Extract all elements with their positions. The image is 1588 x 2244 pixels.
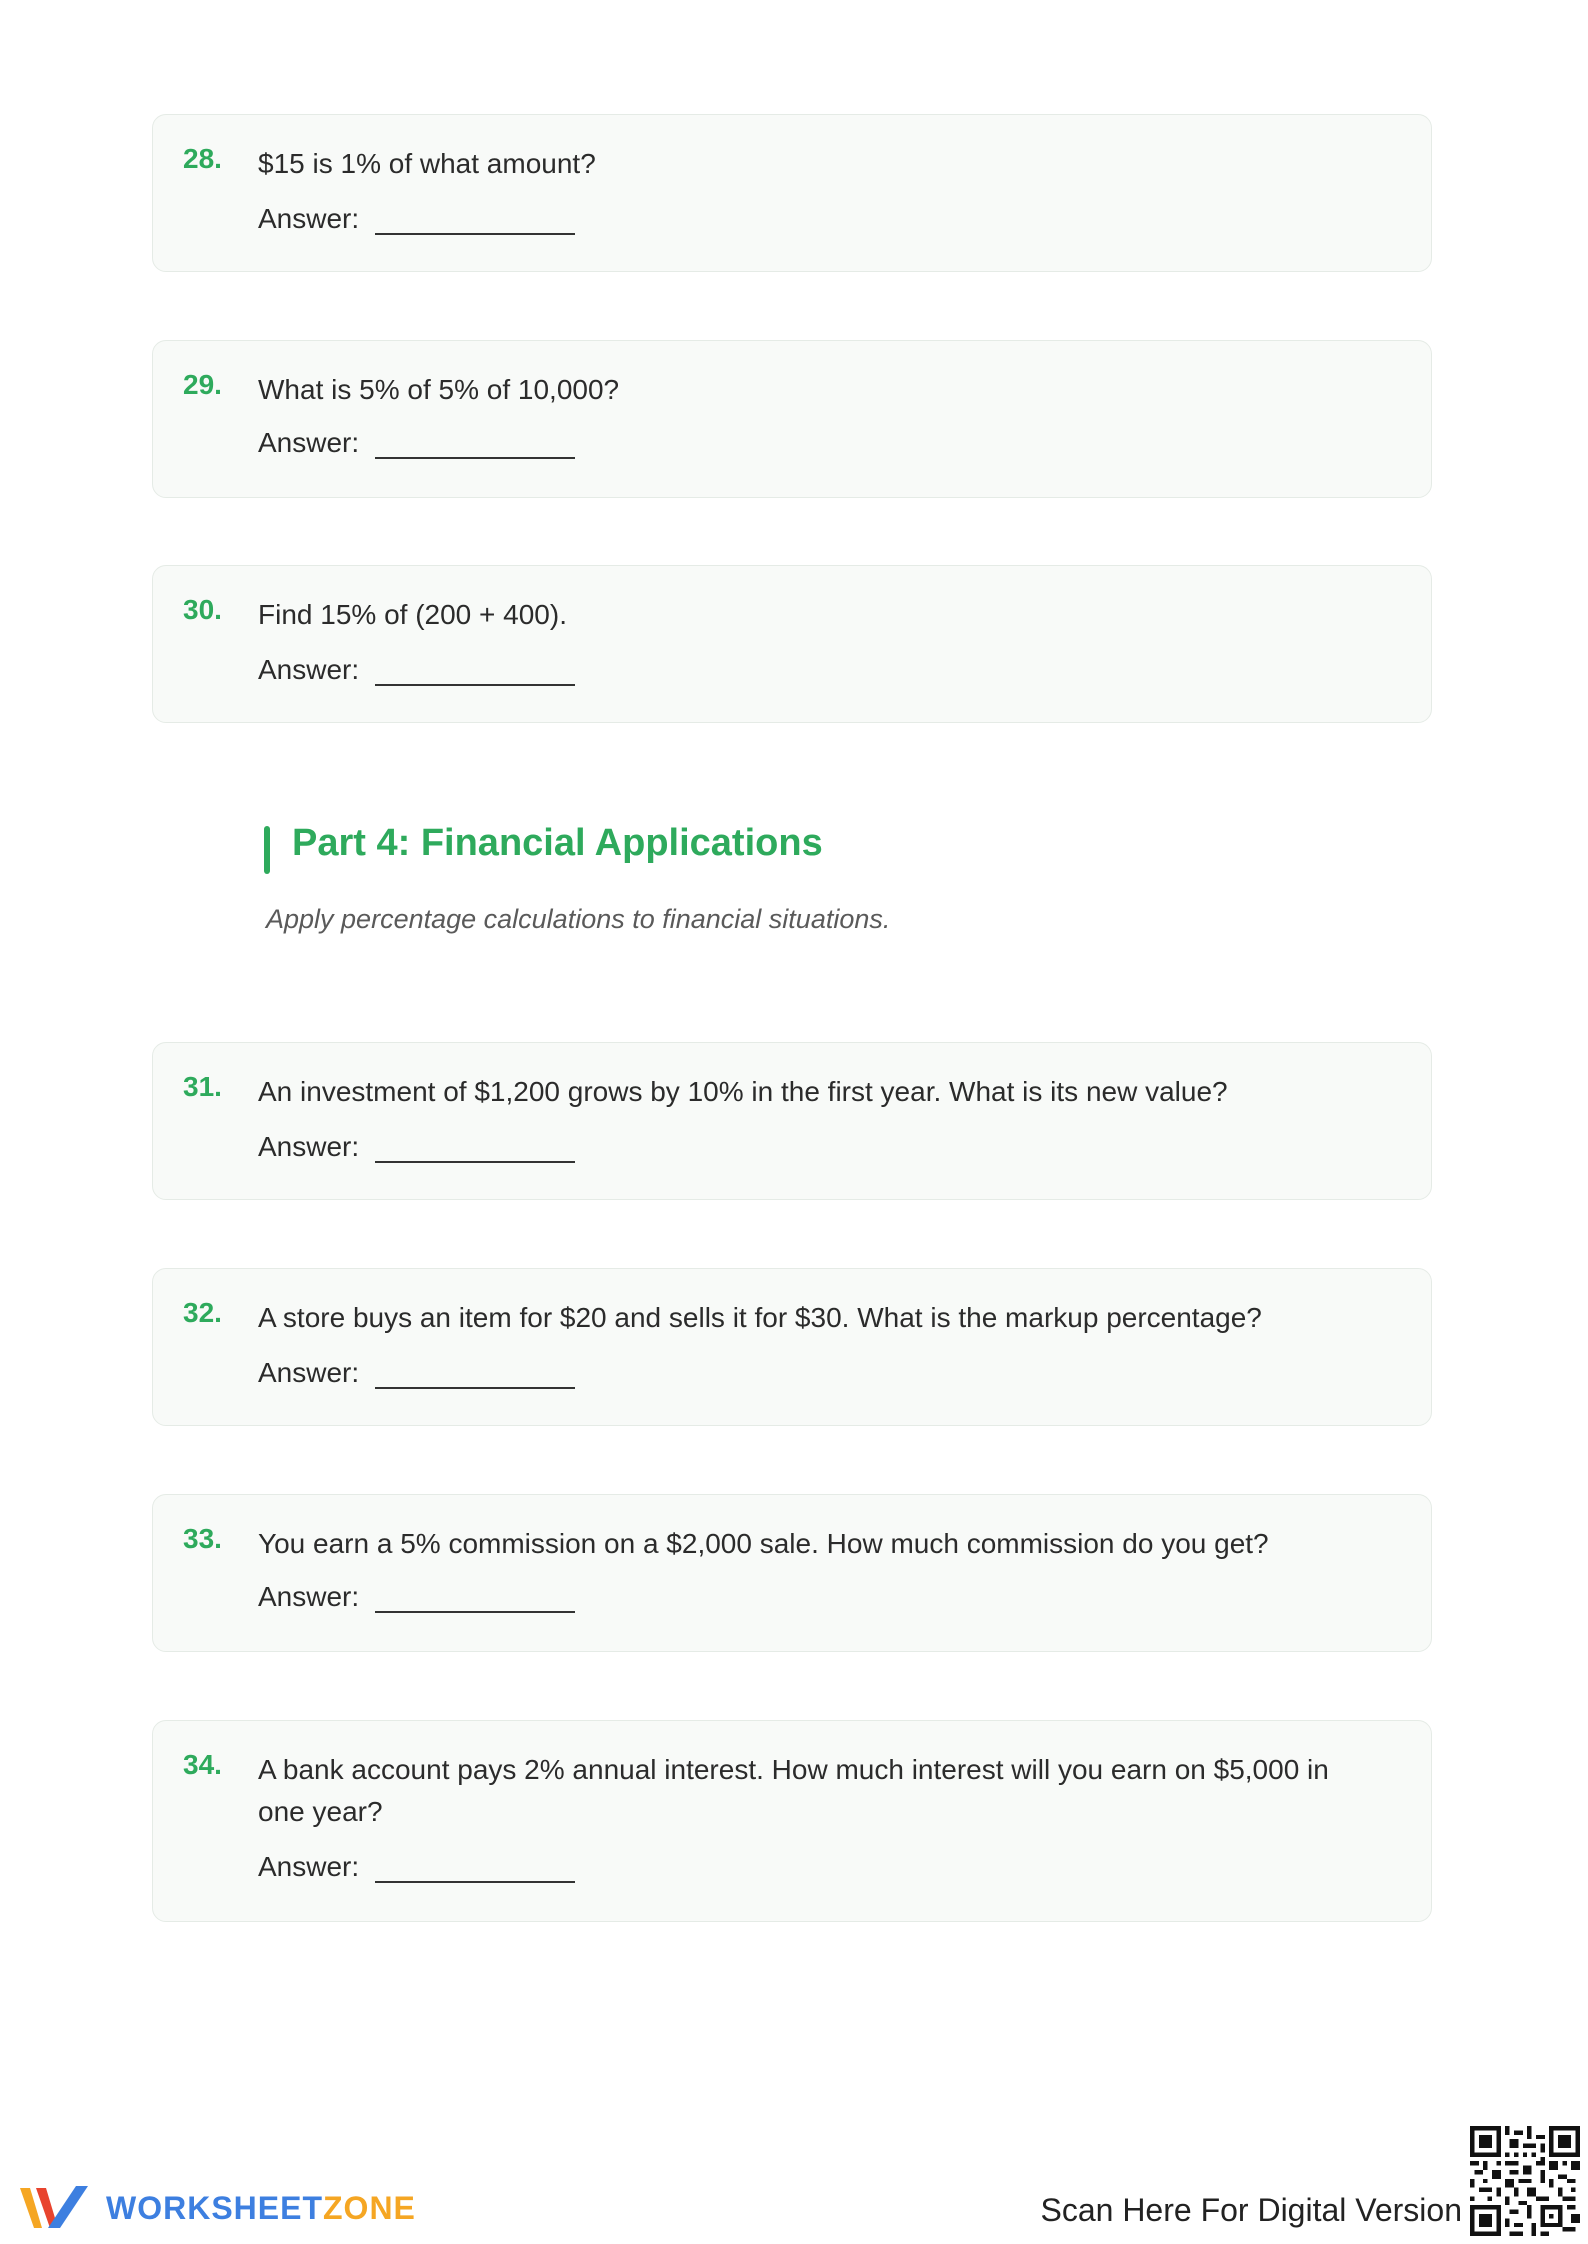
scan-caption: Scan Here For Digital Version <box>1040 2192 1462 2228</box>
brand-name-part2: ZONE <box>323 2190 416 2226</box>
brand-name-part1: WORKSHEET <box>106 2190 323 2226</box>
answer-row <box>258 1581 575 1613</box>
question-number: 31. <box>183 1071 222 1102</box>
answer-blank[interactable] <box>375 203 575 235</box>
answer-label: Answer: <box>258 1131 360 1162</box>
question-card <box>152 340 1432 498</box>
question-card <box>152 114 1432 272</box>
question-number: 34. <box>183 1749 222 1780</box>
answer-label: Answer: <box>258 1581 360 1612</box>
answer-blank[interactable] <box>375 1581 575 1613</box>
question-text: You earn a 5% commission on a $2,000 sale. How much commission do you get? <box>258 1528 1269 1559</box>
question-text: A store buys an item for $20 and sells it for $30. What is the markup percentage? <box>258 1302 1262 1333</box>
answer-blank[interactable] <box>375 1131 575 1163</box>
question-number: 32. <box>183 1297 222 1328</box>
question-card <box>152 1268 1432 1426</box>
answer-row <box>258 1357 575 1389</box>
section-accent-bar <box>264 826 270 874</box>
question-text: An investment of $1,200 grows by 10% in the first year. What is its new value? <box>258 1076 1228 1107</box>
answer-row <box>258 1851 575 1883</box>
question-text: Find 15% of (200 + 400). <box>258 599 567 630</box>
answer-label: Answer: <box>258 654 360 685</box>
worksheetzone-logo-icon <box>18 2182 94 2234</box>
section-description: Apply percentage calculations to financial situations. <box>266 904 891 934</box>
answer-blank[interactable] <box>375 654 575 686</box>
question-number: 30. <box>183 594 222 625</box>
answer-row <box>258 654 575 686</box>
answer-label: Answer: <box>258 203 360 234</box>
answer-blank[interactable] <box>375 427 575 459</box>
answer-row <box>258 203 575 235</box>
answer-label: Answer: <box>258 427 360 458</box>
question-card <box>152 1720 1432 1922</box>
question-text: What is 5% of 5% of 10,000? <box>258 374 620 405</box>
answer-blank[interactable] <box>375 1357 575 1389</box>
qr-code-icon[interactable] <box>1470 2126 1580 2236</box>
brand-name <box>106 2190 416 2227</box>
answer-row <box>258 1131 575 1163</box>
answer-label: Answer: <box>258 1851 360 1882</box>
question-card <box>152 565 1432 723</box>
question-text: $15 is 1% of what amount? <box>258 148 596 179</box>
answer-row <box>258 427 575 459</box>
question-card <box>152 1042 1432 1200</box>
question-number: 28. <box>183 143 222 174</box>
answer-blank[interactable] <box>375 1851 575 1883</box>
answer-label: Answer: <box>258 1357 360 1388</box>
question-number: 29. <box>183 369 222 400</box>
question-text: A bank account pays 2% annual interest. How much interest will you earn on $5,000 in one year? <box>258 1754 1329 1827</box>
section-title: Part 4: Financial Applications <box>292 822 823 864</box>
question-card <box>152 1494 1432 1652</box>
question-number: 33. <box>183 1523 222 1554</box>
